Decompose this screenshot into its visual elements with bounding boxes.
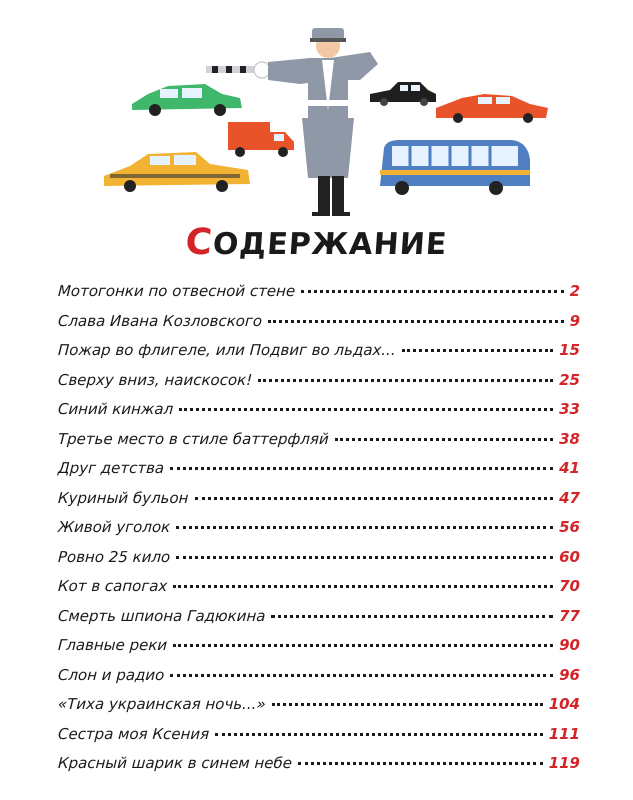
toc-entry-title: Мотогонки по отвесной стене xyxy=(57,282,296,300)
toc-entry-page-number: 104 xyxy=(548,695,580,713)
toc-entry-title: Ровно 25 кило xyxy=(57,547,171,566)
toc-entry[interactable] xyxy=(58,577,580,607)
dot-leader xyxy=(402,349,553,352)
black-car-icon xyxy=(370,82,436,106)
toc-entry[interactable] xyxy=(58,400,580,430)
dot-leader xyxy=(173,585,553,588)
dot-leader xyxy=(335,438,553,441)
toc-entry[interactable] xyxy=(58,371,580,401)
toc-entry-title: Слава Ивана Козловского xyxy=(57,311,263,330)
toc-entry-page-number: 38 xyxy=(559,429,580,448)
toc-entry-page-number: 15 xyxy=(559,341,580,359)
toc-entry-title: Третье место в стиле баттерфляй xyxy=(57,429,330,448)
toc-entry-page-number: 77 xyxy=(559,606,580,625)
toc-entry[interactable] xyxy=(58,459,580,489)
contents-heading xyxy=(0,222,633,263)
toc-entry[interactable] xyxy=(58,636,580,666)
toc-entry-title: «Тиха украинская ночь...» xyxy=(57,695,267,713)
green-car-icon xyxy=(132,84,242,116)
toc-entry-title: Куриный бульон xyxy=(57,488,189,507)
dot-leader xyxy=(179,408,553,411)
dot-leader xyxy=(272,703,543,706)
dot-leader xyxy=(170,467,553,470)
toc-entry-page-number: 9 xyxy=(569,311,580,330)
toc-entry-title: Слон и радио xyxy=(57,665,165,684)
dot-leader xyxy=(176,556,553,559)
dot-leader xyxy=(301,290,563,293)
toc-entry-page-number: 119 xyxy=(548,754,580,772)
toc-entry-page-number: 2 xyxy=(569,282,580,300)
toc-entry-page-number: 56 xyxy=(559,518,580,536)
contents-heading-initial: С xyxy=(184,222,215,263)
toc-entry-page-number: 47 xyxy=(559,488,580,507)
dot-leader xyxy=(195,497,554,500)
toc-entry-page-number: 33 xyxy=(559,400,580,418)
dot-leader xyxy=(271,615,553,618)
orange-van-icon xyxy=(228,122,294,157)
toc-entry-page-number: 41 xyxy=(559,459,580,477)
toc-entry-page-number: 96 xyxy=(559,665,580,684)
toc-entry-title: Синий кинжал xyxy=(57,400,174,418)
dot-leader xyxy=(298,762,543,765)
toc-entry-title: Красный шарик в синем небе xyxy=(57,754,293,772)
dot-leader xyxy=(173,644,553,647)
toc-entry-page-number: 111 xyxy=(548,724,580,743)
toc-entry-title: Сестра моя Ксения xyxy=(57,724,210,743)
dot-leader xyxy=(268,320,564,323)
toc-entry-page-number: 60 xyxy=(559,547,580,566)
toc-entry-title: Друг детства xyxy=(57,459,165,477)
bus-icon xyxy=(380,140,530,195)
dot-leader xyxy=(170,674,553,677)
toc-entry[interactable] xyxy=(58,548,580,578)
toc-entry[interactable] xyxy=(58,666,580,696)
toc-entry[interactable] xyxy=(58,489,580,519)
contents-heading-rest: ОДЕРЖАНИЕ xyxy=(211,227,449,262)
toc-entry-page-number: 70 xyxy=(559,577,580,595)
toc-entry[interactable] xyxy=(58,430,580,460)
taxi-icon xyxy=(104,152,250,192)
toc-entry-title: Сверху вниз, наискосок! xyxy=(57,370,253,389)
dot-leader xyxy=(215,733,543,736)
toc-entry[interactable] xyxy=(58,695,580,725)
traffic-illustration xyxy=(0,0,633,225)
toc-entry-page-number: 90 xyxy=(559,636,580,654)
table-of-contents xyxy=(58,282,580,784)
toc-entry[interactable] xyxy=(58,607,580,637)
toc-entry-title: Смерть шпиона Гадюкина xyxy=(57,606,266,625)
toc-entry-page-number: 25 xyxy=(559,370,580,389)
toc-entry-title: Пожар во флигеле, или Подвиг во льдах... xyxy=(57,341,397,359)
red-car-icon xyxy=(436,94,548,123)
toc-entry[interactable] xyxy=(58,312,580,342)
toc-entry[interactable] xyxy=(58,341,580,371)
toc-entry[interactable] xyxy=(58,518,580,548)
toc-entry[interactable] xyxy=(58,754,580,784)
toc-entry-title: Кот в сапогах xyxy=(57,577,168,595)
toc-entry[interactable] xyxy=(58,282,580,312)
toc-entry-title: Живой уголок xyxy=(57,518,171,536)
toc-entry[interactable] xyxy=(58,725,580,755)
dot-leader xyxy=(258,379,553,382)
dot-leader xyxy=(176,526,553,529)
toc-entry-title: Главные реки xyxy=(57,636,168,654)
